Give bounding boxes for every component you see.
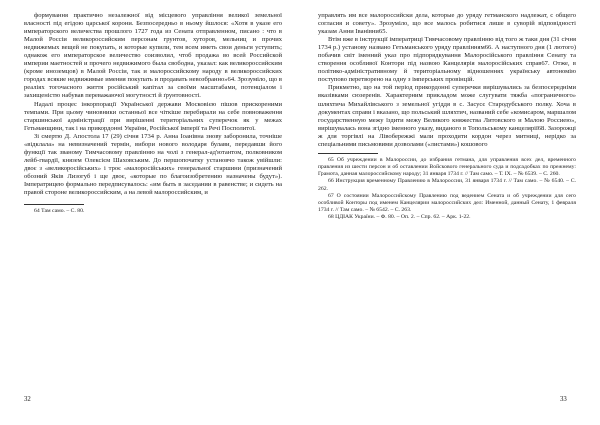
- footnote-separator: [318, 153, 378, 154]
- body-paragraph: управлять им все малороссийски дела, которые до уряду гетманского надлежат, с общего согласия и совету». Зрозуміло, що все малось робитися лише в суворій відповідності указам Анни Іванівни65.: [318, 12, 576, 36]
- body-paragraph: Прикметно, що на той період прикордонні суперечки вирішувались за безпосередніми вказівками сюзеренів. Характерним прикладом може слугувати тяжба «пограничного» шляхтича Михайлівського з земельної угіддя в с. Засусє Стародубського полку. Хоча в документах справи і вказано, що польський шляхтич, названий себе «комисаром, маршалом государственную межу їздити межу Великого княжества Литовского и Малою Россиею», вирішувалась вона згідно іменного указу, виданого в Топольському канцелярії68. Зазорожці ж для торгівлі на Лівобережжі мали проходити кордон через митниці, нерідко за спеціальними письмовими дозволами («листами») кошового: [318, 84, 576, 148]
- footnote: 65 Об учреждении в Малороссии, до избрания гетмана, для управления всех дел, временного правления из шести персон и об оставлении Войскового генерального суда и подсадобках по прежнему: Грамота, данная малороссийскому народу; 31 января 1734 г. // Там само. – Т. IX. – № 6539. – С. 260.: [318, 156, 576, 178]
- body-paragraph: Втім вже в інструкції імператриці Тимчасовому правлінню від того ж таки дня (31 січня 1734 р.) установу названо Гетьманського уряду правлінням66. А наступного дня (1 лютого) побачив світ іменний указ про підпорядкування Малоросійського правління Сенату та створення особливої Контори під назвою Канцелярія малоросійських справ67. Отже, в політико-адміністративному й територіальному відношеннях українську автономію поступово перетворено на одну з імперських провінцій.: [318, 36, 576, 84]
- left-page: [24, 12, 282, 416]
- page-number: 32: [24, 396, 31, 403]
- footnote-separator: [24, 204, 84, 205]
- footnote: 67 О состоянии Малороссийскому Правлению под ведением Сената и об учреждении для сего особливой Конторы под именем Канцелярии малороссийских дел: Именной, данный Сенату, 1 февраля 1734 г. // Там само. – № 6542. – С. 263.: [318, 192, 576, 214]
- footnote: 64 Там само. – С. 80.: [34, 208, 85, 215]
- page-number: 33: [560, 396, 567, 403]
- footnote: 68 ЦДІАК України. – Ф. 80. – Оп. 2. – Спр. 62. – Арк. 1-22.: [328, 214, 471, 221]
- body-paragraph: формування практично незалежної від місцевого управління великої земельної власності під егідою царської корони. Безпосередньо в ньому йшлося: «Хотя в указе его императорского величества прошлого 1727 года из Сената отправленном, писано : что в Малой Россіи великороссийским персонам грунтов, хуторов, мельниц и прочих недвижемых вещей не покупать, и которые купили, тем всем иметь свои деньги уступить; однакож его императорское величество соизволил, чтоб продажа во всей Российской империи маетностей и прочего недвижимого была свободна, указал: как великороссийским (кроме иноземцов) в Малой Россіи, так и малороссийскому народу в великороссийских городах всякие недвижимые имения покупать и продавать невозбранно»64. Зрозуміло, що в реаліях тогочасного життя російський капітал за своїми масштабами, потенціалом і захищеністю набував переважаючої могутності й ґрунтовності.: [24, 12, 282, 100]
- footnote: 66 Инструкция временному Правлению в Малороссии, 31 января 1734 г. // Там само. – № 6540. – С. 262.: [318, 178, 576, 192]
- body-paragraph: Зі смертю Д. Апостола 17 (29) січня 1734 р. Анна Іоанівна знову заборонила, точніше «відклала» на невизначений термін, вибори нового володаря булави, передавши його функції так званому Тимчасовому правлінню на чолі з генерал-ад'ютантом, полковником лейб-гвардії, князем Олексієм Шаховським. До першопочатку установчо також увійшли: двоє з «великоросійських» і троє «малоросійських» генеральної старшини (призначений обозний Яків Лизогуб і ще двоє, «которые по благоизобретению назначены будут»). Імператрицею формально передписувалось: «им быть в заседании в равенстве; и сидеть на правой стороне великороссийским, а на левой малороссийским, и: [24, 132, 282, 197]
- footnotes: [318, 153, 576, 222]
- right-page: [318, 12, 576, 416]
- body-paragraph: Надалі процес інкорпорації Української держави Московією пішов прискореними темпами. При цьому чиновники останньої все чіткіше перебирали на себе повноваження старшинської адміністрації при вирішенні територіальних суперечок як у межах Гетьманщини, так і на прикордонні України, Російської імперії та Речі Посполитої.: [24, 100, 282, 132]
